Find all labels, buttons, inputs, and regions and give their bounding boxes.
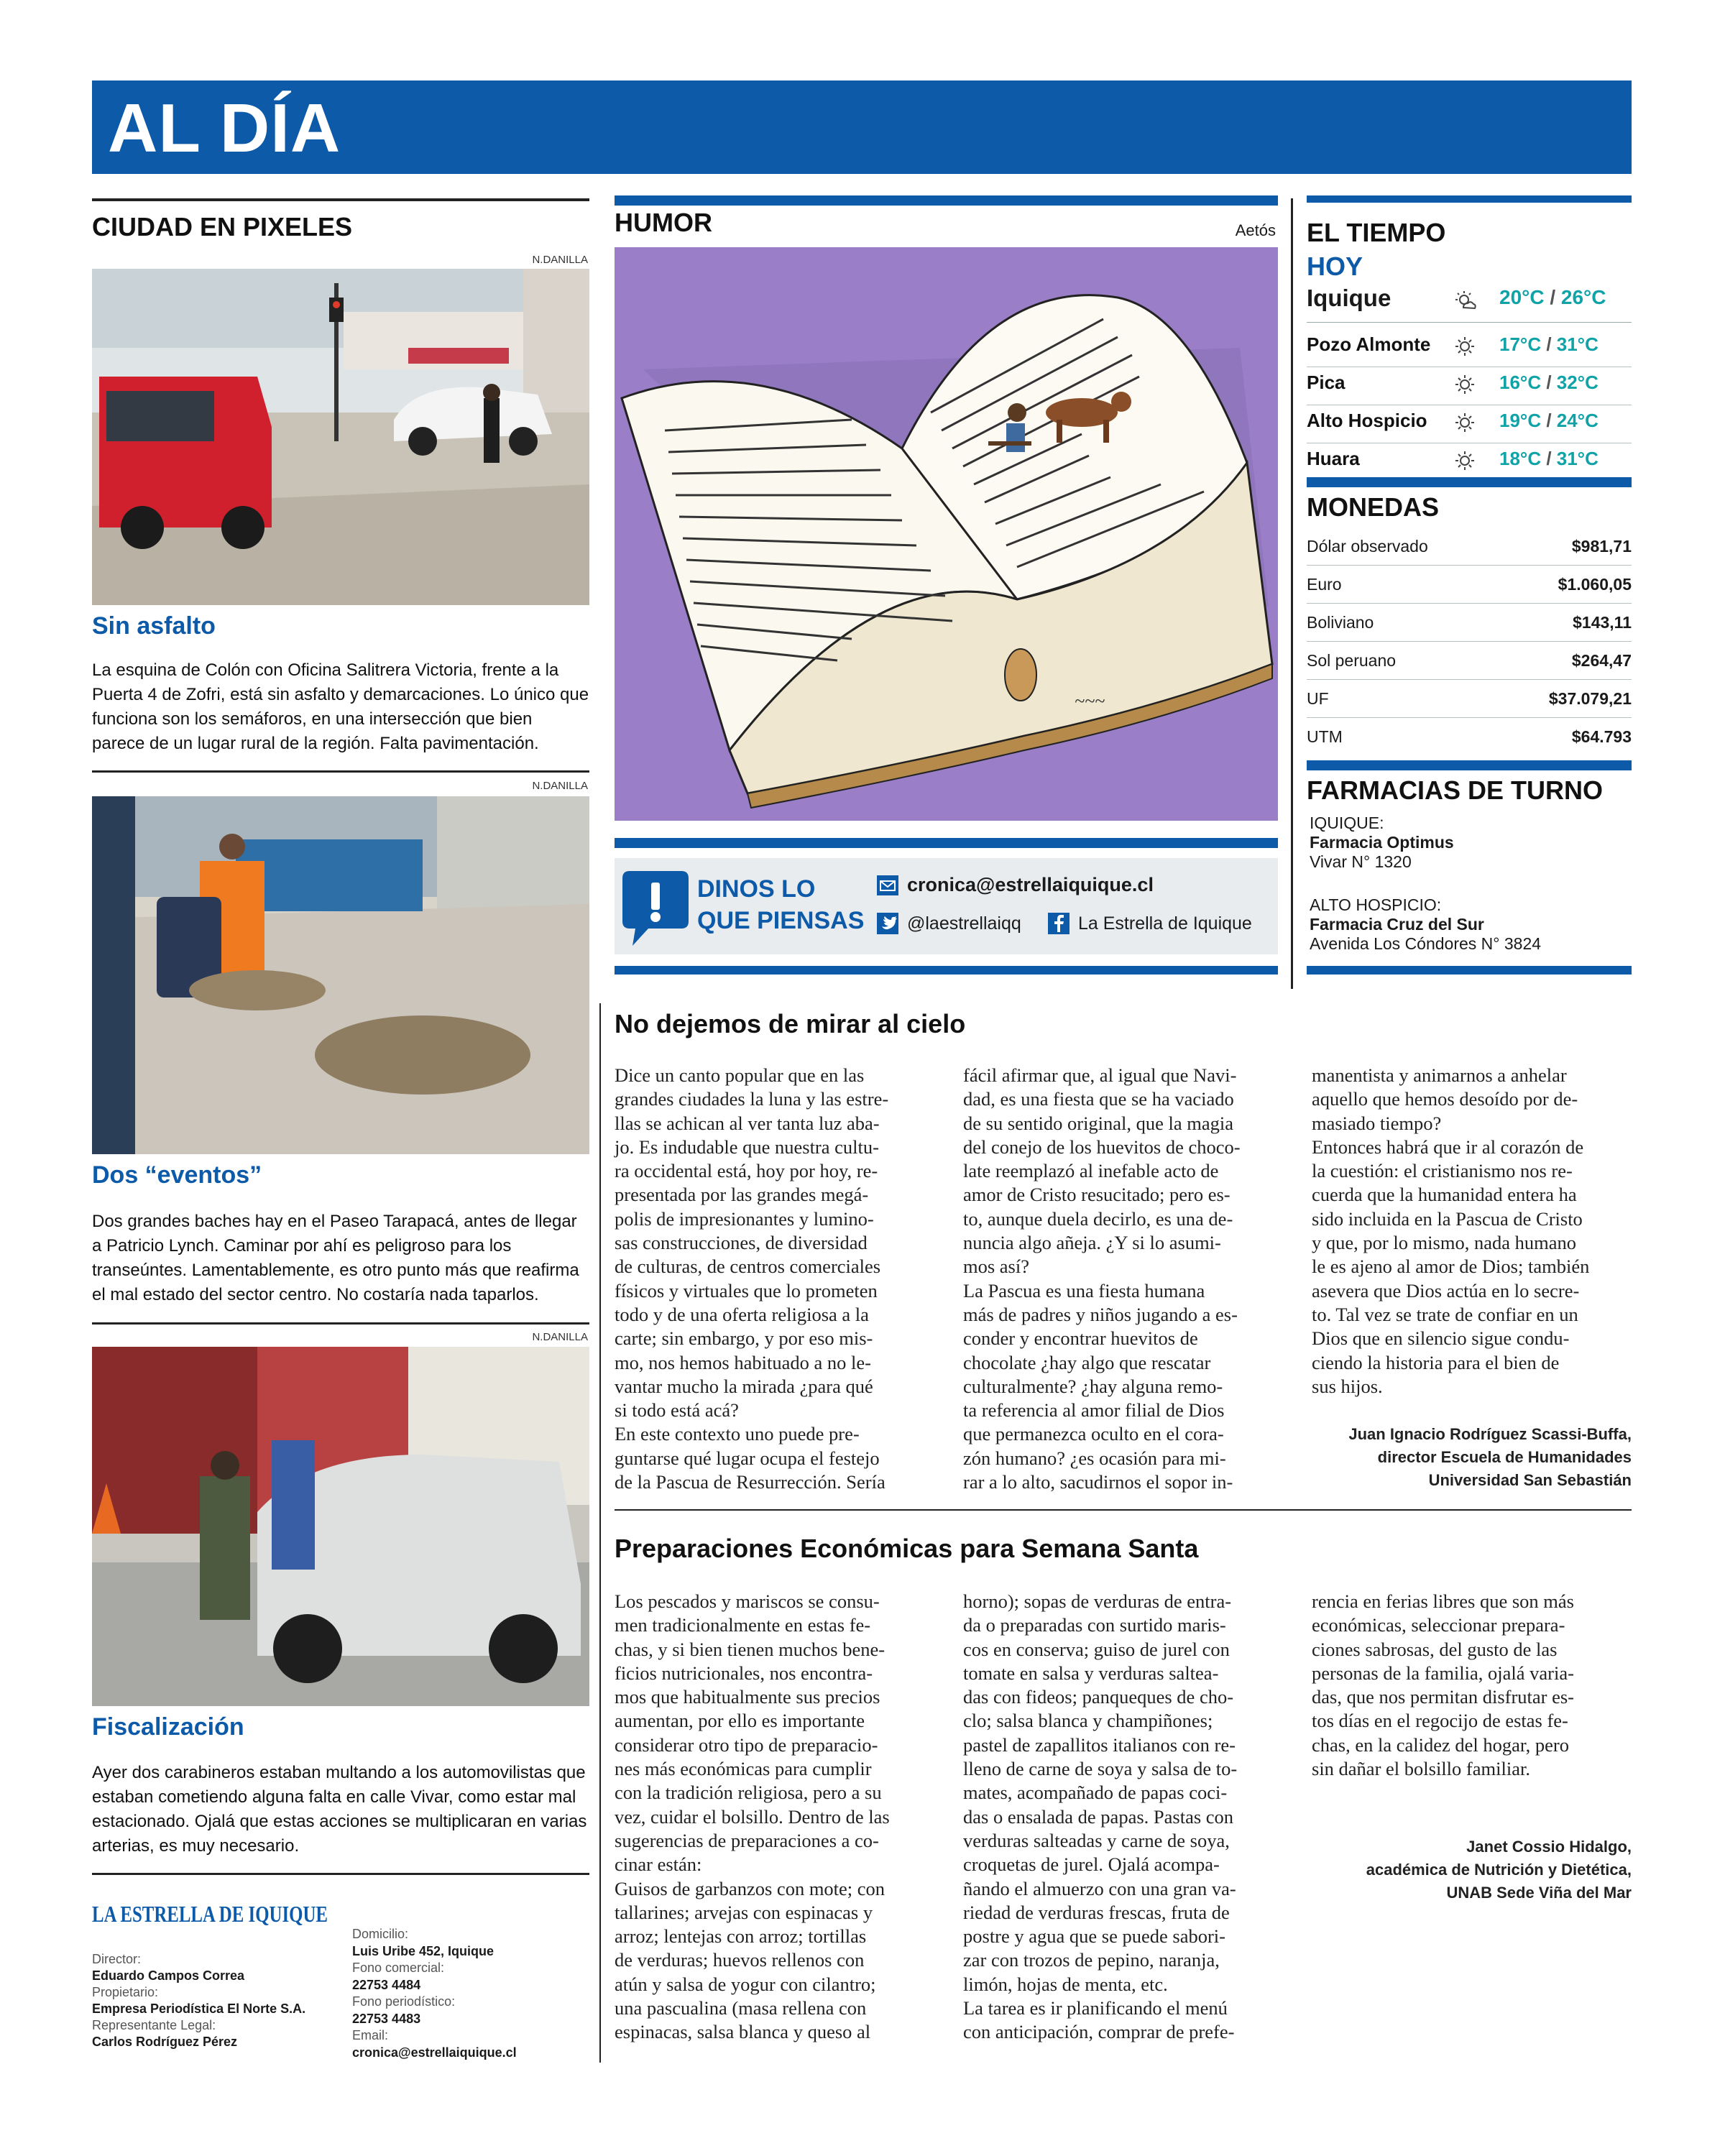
colophon-label: Representante Legal: <box>92 2018 216 2032</box>
text-line: postre y agua que se puede sabori- <box>963 1925 1225 1948</box>
facebook-icon <box>1048 913 1070 934</box>
text-line: mo, nos hemos habituado a no le- <box>615 1351 871 1373</box>
currency-row <box>1307 680 1632 718</box>
currency-name: Euro <box>1307 574 1342 594</box>
text-line: que permanezca oculto en el cora- <box>963 1423 1224 1445</box>
currency-row <box>1307 718 1632 755</box>
text-line: atún y salsa de yogur con cilantro; <box>615 1973 876 1995</box>
text-line: ciendo la historia para el bien de <box>1312 1351 1560 1373</box>
text-line: físicos y virtuales que lo prometen <box>615 1279 878 1302</box>
article-title: No dejemos de mirar al cielo <box>615 1009 966 1038</box>
currency-name: UTM <box>1307 727 1343 746</box>
temp-max: 26°C <box>1560 286 1606 308</box>
colophon-right <box>352 1926 517 2061</box>
street-photo-3 <box>92 1347 589 1706</box>
humor-title: HUMOR <box>615 208 712 237</box>
text-line: presentada por las grandes megá- <box>615 1184 869 1206</box>
sun-icon <box>1455 336 1475 360</box>
weather-row <box>1307 405 1632 443</box>
sun-icon <box>1455 451 1475 474</box>
colophon-label: Email: <box>352 2028 389 2042</box>
text-line: men tradicionalmente en estas fe- <box>615 1614 871 1636</box>
text-line: con la tradición religiosa, pero a su <box>615 1782 882 1804</box>
temp-max: 31°C <box>1556 333 1598 355</box>
column-divider <box>1291 198 1293 989</box>
humor-top-bar <box>615 195 1278 206</box>
text-line: llas se achican al ver tanta luz aba- <box>615 1112 880 1134</box>
text-line: verduras salteadas y carne de soya, <box>963 1829 1230 1851</box>
temp-max: 31°C <box>1556 448 1598 469</box>
colophon-email[interactable]: cronica@estrellaiquique.cl <box>352 2045 517 2060</box>
text-line: fácil afirmar que, al igual que Navi- <box>963 1064 1237 1086</box>
temp-min: 20°C <box>1499 286 1545 308</box>
currency-value: $64.793 <box>1571 727 1632 746</box>
text-line: personas de la familia, ojalá varia- <box>1312 1662 1574 1684</box>
text-line: aumentan, por ello es importante <box>615 1710 865 1732</box>
currency-row <box>1307 566 1632 604</box>
colophon-label: Domicilio: <box>352 1927 409 1941</box>
column-rule <box>92 198 589 201</box>
temp-min: 16°C <box>1499 372 1542 393</box>
currency-name: Dólar observado <box>1307 536 1428 556</box>
text-line: Dios que en silencio sigue condu- <box>1312 1327 1570 1350</box>
article-column <box>1312 1064 1632 1399</box>
text-line: del conejo de los huevitos de choco- <box>963 1135 1241 1158</box>
article-column <box>615 1590 935 2045</box>
signature-line: Juan Ignacio Rodríguez Scassi-Buffa, <box>1348 1425 1632 1443</box>
weather-row <box>1307 443 1632 481</box>
colophon-value: Empresa Periodística El Norte S.A. <box>92 2001 306 2016</box>
facebook-page-link[interactable]: La Estrella de Iquique <box>1078 913 1252 934</box>
text-line: zar con trozos de pepino, naranja, <box>963 1949 1220 1971</box>
text-line: carte; sin embargo, y por eso mis- <box>615 1327 873 1350</box>
text-line: cinar están: <box>615 1853 702 1876</box>
weather-top-bar <box>1307 195 1632 203</box>
sun-icon <box>1455 413 1475 436</box>
column-divider <box>599 1003 601 2063</box>
cartoonist-name: Aetós <box>1235 221 1276 239</box>
article-title: Preparaciones Económicas para Semana Santa <box>615 1534 1199 1563</box>
twitter-handle-link[interactable]: @laestrellaiqq <box>907 913 1021 934</box>
temp-min: 19°C <box>1499 410 1542 431</box>
text-line: Entonces habrá que ir al corazón de <box>1312 1135 1584 1158</box>
signature-line: Janet Cossio Hidalgo, <box>1466 1838 1632 1856</box>
colophon-label: Fono periodístico: <box>352 1994 456 2009</box>
photo-credit: N.DANILLA <box>532 780 588 792</box>
article-column <box>1312 1590 1632 1781</box>
colophon-label: Propietario: <box>92 1985 159 1999</box>
colophon-value: 22753 4484 <box>352 1977 421 1992</box>
text-line: pastel de zapallitos italianos con re- <box>963 1733 1236 1756</box>
pharmacy-entry <box>1310 814 1454 872</box>
text-line: sido incluida en la Pascua de Cristo <box>1312 1207 1583 1230</box>
pharmacy-address: Avenida Los Cóndores N° 3824 <box>1310 934 1542 953</box>
text-line: ñando el almuerzo con una gran va- <box>963 1877 1236 1899</box>
speech-bubble-icon <box>620 868 691 949</box>
text-line: vez, cuidar el bolsillo. Dentro de las <box>615 1805 890 1828</box>
text-line: dad, es una fiesta que se ha vaciado <box>963 1088 1234 1110</box>
text-line: En este contexto uno puede pre- <box>615 1423 860 1445</box>
text-line: lleno de carne de soya y salsa de to- <box>963 1758 1238 1780</box>
weather-temps-main: 20°C / 26°C <box>1499 286 1606 308</box>
text-line: La Pascua es una fiesta humana <box>963 1279 1205 1302</box>
text-line: late reemplazó al inefable acto de <box>963 1160 1219 1182</box>
text-line: asevera que Dios actúa en lo secre- <box>1312 1279 1580 1302</box>
text-line: das, que nos permitan disfrutar es- <box>1312 1686 1575 1708</box>
text-line: vantar mucho la mirada ¿para qué <box>615 1375 873 1397</box>
text-line: La tarea es ir planificando el menú <box>963 1997 1228 2019</box>
currency-value: $143,11 <box>1573 612 1632 632</box>
pharmacies-title: FARMACIAS DE TURNO <box>1307 775 1603 805</box>
text-line: sas construcciones, de diversidad <box>615 1232 868 1254</box>
text-line: conder y encontrar huevitos de <box>963 1327 1198 1350</box>
twitter-icon <box>877 913 898 934</box>
text-line: aquello que hemos desoído por de- <box>1312 1088 1578 1110</box>
article-column <box>963 1590 1284 2045</box>
text-line: das con fideos; panqueques de cho- <box>963 1686 1234 1708</box>
text-line: y que, por lo mismo, nada humano <box>1312 1232 1576 1254</box>
caption-text: Dos grandes baches hay en el Paseo Tarapacá, antes de llegar a Patricio Lynch. Caminar por ahí es peligroso para los transeúntes. Lamentablemente, es otro punto más que reafirma el mal estado del sector centro. No costaría nada taparlos. <box>92 1212 579 1304</box>
text-line: rencia en ferias libres que son más <box>1312 1590 1574 1612</box>
caption-title: Sin asfalto <box>92 612 216 640</box>
text-line: ficios nutricionales, nos encontra- <box>615 1662 873 1684</box>
contact-label-line: DINOS LO <box>697 875 816 903</box>
pharmacies-bottom-bar <box>1307 966 1632 975</box>
street-photo-2 <box>92 796 589 1154</box>
text-line: con anticipación, comprar de prefe- <box>963 2021 1235 2043</box>
text-line: manentista y animarnos a anhelar <box>1312 1064 1567 1086</box>
newspaper-logo <box>92 1897 329 1929</box>
photo-credit: N.DANILLA <box>532 1331 588 1343</box>
text-line: croquetas de jurel. Ojalá acompa- <box>963 1853 1220 1876</box>
currency-name: Sol peruano <box>1307 650 1397 670</box>
colophon-value: Carlos Rodríguez Pérez <box>92 2035 238 2049</box>
pharmacy-entry <box>1310 895 1541 954</box>
colophon-label: Fono comercial: <box>352 1961 445 1975</box>
caption-title: Dos “eventos” <box>92 1161 262 1189</box>
currency-row <box>1307 604 1632 642</box>
currency-value: $981,71 <box>1571 536 1632 556</box>
text-line: tos días en el regocijo de estas fe- <box>1312 1710 1568 1732</box>
text-line: la cuestión: el cristianismo nos re- <box>1312 1160 1573 1182</box>
text-line: nuncia algo añeja. ¿Y si lo asumi- <box>963 1232 1221 1254</box>
article-signature <box>1222 1423 1632 1492</box>
divider <box>92 770 589 773</box>
weather-city-main: Iquique <box>1307 285 1392 311</box>
colophon-value: Luis Uribe 452, Iquique <box>352 1943 494 1958</box>
currencies-table <box>1307 528 1632 755</box>
text-line: masiado tiempo? <box>1312 1112 1442 1134</box>
text-line: ta referencia al amor filial de Dios <box>963 1399 1225 1422</box>
currency-row <box>1307 528 1632 566</box>
text-line: de culturas, de centros comerciales <box>615 1256 881 1278</box>
text-line: zón humano? ¿es ocasión para mi- <box>963 1447 1226 1469</box>
text-line: limón, hojas de menta, etc. <box>963 1973 1168 1995</box>
partly-sunny-icon <box>1455 290 1476 312</box>
text-line: horno); sopas de verduras de entra- <box>963 1590 1232 1612</box>
caption-text: La esquina de Colón con Oficina Salitrera Victoria, frente a la Puerta 4 de Zofri, está sin asfalto y demarcaciones. Lo único que funciona son los semáforos, en una intersección que bien parece de un lugar rural de la región. Falta pavimentación. <box>92 660 589 753</box>
logo-text: LA ESTRELLA DE IQUIQUE <box>92 1901 328 1927</box>
text-line: Guisos de garbanzos con mote; con <box>615 1877 886 1899</box>
currencies-title: MONEDAS <box>1307 492 1440 522</box>
text-line: mos que habitualmente sus precios <box>615 1686 880 1708</box>
contact-label-line: QUE PIENSAS <box>697 907 865 934</box>
weather-list <box>1307 329 1632 481</box>
contact-label <box>697 873 864 936</box>
text-line: cuerda que la humanidad entera ha <box>1312 1184 1577 1206</box>
weather-temps: 17°C / 31°C <box>1499 333 1598 355</box>
caption-text: Ayer dos carabineros estaban multando a los automovilistas que estaban cometiendo alguna falta en calle Vivar, como estar mal estacionado. Ojalá que estas acciones se multiplicaran en varias arterias, es muy necesario. <box>92 1763 587 1856</box>
temp-max: 24°C <box>1556 410 1598 431</box>
text-line: ciones sabrosas, del gusto de las <box>1312 1638 1558 1660</box>
ciudad-title: CIUDAD EN PIXELES <box>92 212 353 241</box>
contact-email-link[interactable]: cronica@estrellaiquique.cl <box>907 874 1154 895</box>
weather-row <box>1307 329 1632 367</box>
text-line: sin dañar el bolsillo familiar. <box>1312 1758 1530 1780</box>
weather-row <box>1307 367 1632 405</box>
text-line: chas, en la calidez del hogar, pero <box>1312 1733 1569 1756</box>
text-line: polis de impresionantes y lumino- <box>615 1207 874 1230</box>
text-line: de verduras; huevos rellenos con <box>615 1949 865 1971</box>
pharmacy-address: Vivar N° 1320 <box>1310 852 1412 871</box>
text-line: chas, y si bien tienen muchos bene- <box>615 1638 886 1660</box>
contact-top-bar <box>615 838 1278 848</box>
humor-cartoon <box>615 247 1278 821</box>
temp-min: 18°C <box>1499 448 1542 469</box>
text-line: considerar otro tipo de preparacio- <box>615 1733 878 1756</box>
text-line: más de padres y niños jugando a es- <box>963 1303 1238 1325</box>
text-line: Dice un canto popular que en las <box>615 1064 865 1086</box>
signature-line: UNAB Sede Viña del Mar <box>1446 1884 1632 1902</box>
pharmacy-name: Farmacia Cruz del Sur <box>1310 915 1484 934</box>
text-line: espinacas, salsa blanca y queso al <box>615 2021 871 2043</box>
pharmacy-name: Farmacia Optimus <box>1310 833 1454 852</box>
article-column <box>615 1064 935 1494</box>
text-line: sus hijos. <box>1312 1375 1383 1397</box>
weather-city: Alto Hospicio <box>1307 410 1427 431</box>
currency-row <box>1307 642 1632 680</box>
row-divider <box>1307 322 1632 323</box>
weather-temps: 16°C / 32°C <box>1499 372 1598 393</box>
text-line: das o ensalada de papas. Pastas con <box>963 1805 1234 1828</box>
photo-credit: N.DANILLA <box>532 254 588 266</box>
text-line: mates, acompañado de papas coci- <box>963 1782 1228 1804</box>
pharmacy-area: IQUIQUE: <box>1310 814 1384 832</box>
text-line: jo. Es indudable que nuestra cultu- <box>615 1135 879 1158</box>
text-line: to. Tal vez se trate de confiar en un <box>1312 1303 1578 1325</box>
signature-line: académica de Nutrición y Dietética, <box>1366 1861 1632 1879</box>
currency-value: $1.060,05 <box>1558 574 1632 594</box>
divider <box>92 1873 589 1875</box>
text-line: cos en conserva; guiso de jurel con <box>963 1638 1230 1660</box>
pharmacies-top-bar <box>1307 760 1632 770</box>
colophon-left <box>92 1951 305 2050</box>
text-line: arroz; lentejas con arroz; tortillas <box>615 1925 867 1948</box>
temp-max: 32°C <box>1556 372 1598 393</box>
text-line: guntarse qué lugar ocupa el festejo <box>615 1447 880 1469</box>
text-line: una pascualina (masa rellena con <box>615 1997 867 2019</box>
text-line: Los pescados y mariscos se consu- <box>615 1590 880 1612</box>
section-title: AL DÍA <box>108 90 341 167</box>
text-line: tomate en salsa y verduras saltea- <box>963 1662 1219 1684</box>
divider <box>615 1509 1632 1511</box>
pharmacy-area: ALTO HOSPICIO: <box>1310 895 1442 914</box>
currency-name: UF <box>1307 688 1329 708</box>
text-line: sugerencias de preparaciones a co- <box>615 1829 879 1851</box>
weather-title: EL TIEMPO <box>1307 218 1446 247</box>
text-line: da o preparadas con surtido maris- <box>963 1614 1226 1636</box>
text-line: rar a lo alto, sacudirnos el sopor in- <box>963 1471 1233 1493</box>
weather-city: Huara <box>1307 448 1360 469</box>
text-line: chocolate ¿hay algo que rescatar <box>963 1351 1211 1373</box>
temp-min: 17°C <box>1499 333 1542 355</box>
text-line: to, aunque duela decirlo, es una de- <box>963 1207 1233 1230</box>
signature-line: Universidad San Sebastián <box>1428 1471 1632 1489</box>
caption-title: Fiscalización <box>92 1713 244 1741</box>
weather-city: Pica <box>1307 372 1346 393</box>
weather-today-label: HOY <box>1307 252 1363 281</box>
text-line: amor de Cristo resucitado; pero es- <box>963 1184 1230 1206</box>
text-line: tallarines; arvejas con espinacas y <box>615 1901 873 1923</box>
currency-value: $264,47 <box>1571 650 1632 670</box>
currencies-top-bar <box>1307 477 1632 487</box>
text-line: le es ajeno al amor de Dios; también <box>1312 1256 1590 1278</box>
currency-name: Boliviano <box>1307 612 1374 632</box>
mail-icon <box>877 875 898 895</box>
text-line: si todo está acá? <box>615 1399 739 1422</box>
colophon-value: 22753 4483 <box>352 2011 421 2026</box>
text-line: clo; salsa blanca y champiñones; <box>963 1710 1213 1732</box>
colophon-label: Director: <box>92 1952 142 1966</box>
text-line: de la Pascua de Resurrección. Sería <box>615 1471 886 1493</box>
signature-line: director Escuela de Humanidades <box>1377 1448 1632 1466</box>
text-line: ra occidental está, hoy por hoy, re- <box>615 1160 878 1182</box>
text-line: nes más económicas para cumplir <box>615 1758 872 1780</box>
contact-bottom-bar <box>615 966 1278 975</box>
text-line: grandes ciudades la luna y las estre- <box>615 1088 889 1110</box>
colophon-value: Eduardo Campos Correa <box>92 1968 245 1983</box>
text-line: riedad de verduras frescas, fruta de <box>963 1901 1230 1923</box>
weather-city: Pozo Almonte <box>1307 333 1431 355</box>
weather-temps: 18°C / 31°C <box>1499 448 1598 469</box>
divider <box>92 1322 589 1325</box>
svg-text:~~~: ~~~ <box>1075 691 1105 711</box>
text-line: económicas, seleccionar prepara- <box>1312 1614 1565 1636</box>
text-line: todo y de una oferta religiosa a la <box>615 1303 869 1325</box>
sun-icon <box>1455 374 1475 398</box>
text-line: de su sentido original, que la magia <box>963 1112 1234 1134</box>
currency-value: $37.079,21 <box>1548 688 1632 708</box>
street-photo-1 <box>92 269 589 605</box>
article-signature <box>1222 1835 1632 1904</box>
text-line: culturalmente? ¿hay alguna remo- <box>963 1375 1223 1397</box>
weather-temps: 19°C / 24°C <box>1499 410 1598 431</box>
text-line: mos así? <box>963 1256 1029 1278</box>
